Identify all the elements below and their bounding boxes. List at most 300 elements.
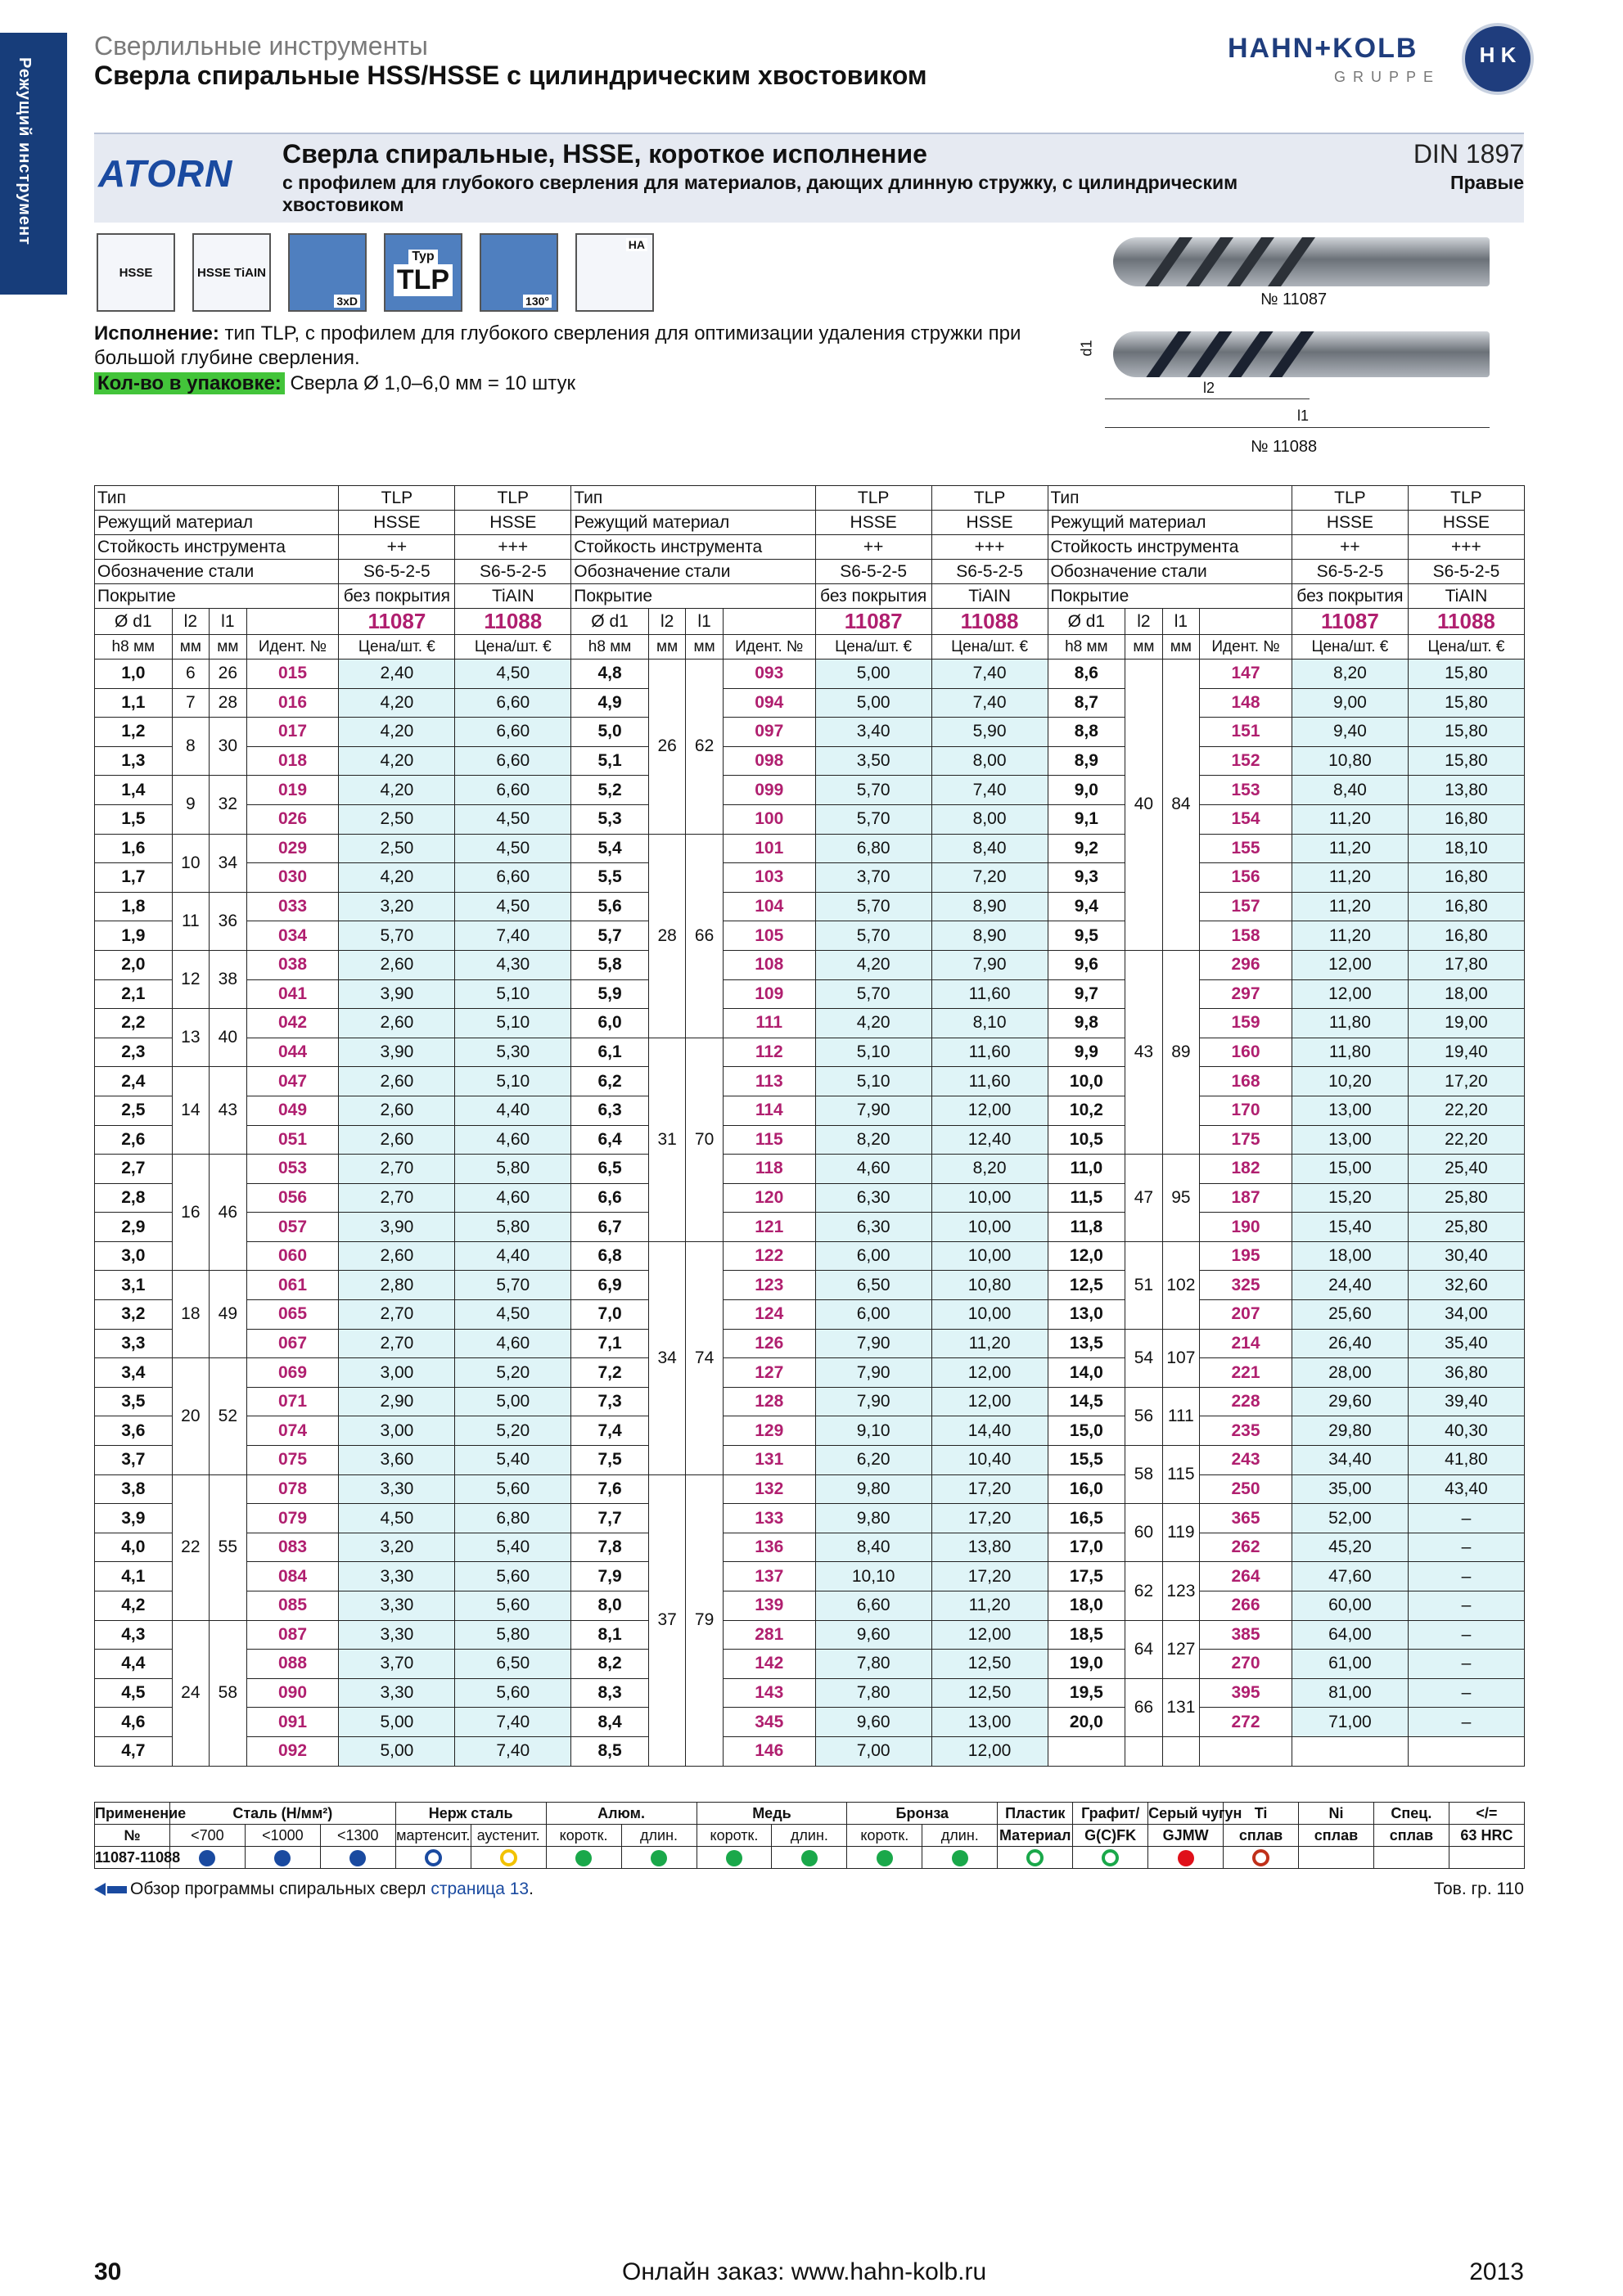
- price-11087: 3,60: [339, 1446, 455, 1475]
- diameter: 10,0: [1048, 1067, 1125, 1096]
- dim-d1-label: d1: [1078, 340, 1095, 357]
- pack-quantity: [94, 372, 575, 395]
- price-11088: 12,00: [931, 1736, 1048, 1766]
- suitability-dot-icon: [877, 1850, 893, 1866]
- price-11088: 32,60: [1408, 1271, 1524, 1300]
- price-11088: 16,80: [1408, 863, 1524, 893]
- icon-tag: 130°: [523, 295, 552, 308]
- length-l2: 40: [1125, 660, 1162, 951]
- icon-label: TLP: [394, 264, 453, 296]
- price-11087: 2,60: [339, 950, 455, 979]
- ident-number: 049: [246, 1096, 339, 1125]
- app-range: 11087-11088: [95, 1847, 170, 1869]
- diameter: 3,5: [95, 1387, 173, 1416]
- price-11087: 9,80: [815, 1504, 931, 1533]
- diameter: 15,5: [1048, 1446, 1125, 1475]
- price-11088: 4,60: [455, 1183, 571, 1213]
- table-row: [95, 1650, 1525, 1679]
- overview-text: Обзор программы спиральных сверл: [130, 1880, 431, 1898]
- column-header: Ø d1: [1048, 609, 1125, 635]
- page-number: 30: [94, 2258, 122, 2285]
- ident-number: 155: [1200, 834, 1292, 863]
- price-11087: 2,70: [339, 1300, 455, 1330]
- diameter: 2,4: [95, 1067, 173, 1096]
- diameter: 8,9: [1048, 746, 1125, 776]
- spec-label: Тип: [1048, 486, 1292, 511]
- diameter: 8,3: [571, 1678, 649, 1708]
- diameter: 5,5: [571, 863, 649, 893]
- price-11088: 13,00: [931, 1708, 1048, 1737]
- spec-label: Стойкость инструмента: [571, 535, 815, 560]
- diameter: 1,4: [95, 776, 173, 805]
- dim-l2-line: [1105, 398, 1310, 399]
- table-row: [95, 1533, 1525, 1562]
- ident-number: 034: [246, 921, 339, 951]
- product-group: Тов. гр. 110: [1433, 1880, 1524, 1898]
- length-l2: 28: [648, 834, 685, 1038]
- price-11088: 12,50: [931, 1678, 1048, 1708]
- price-11088: 40,30: [1408, 1416, 1524, 1446]
- price-11088: 6,60: [455, 863, 571, 893]
- diameter: 9,9: [1048, 1038, 1125, 1067]
- spec-label: Тип: [95, 486, 339, 511]
- diameter: 11,5: [1048, 1183, 1125, 1213]
- ident-number: 137: [723, 1562, 815, 1591]
- diameter: 9,2: [1048, 834, 1125, 863]
- ident-number: 325: [1200, 1271, 1292, 1300]
- diameter: 8,6: [1048, 660, 1125, 689]
- price-11088: 4,50: [455, 804, 571, 834]
- product-title: Сверла спиральные, HSSE, короткое исполнение: [282, 139, 927, 169]
- price-11087: 6,00: [815, 1241, 931, 1271]
- table-row: [95, 1620, 1525, 1650]
- length-l2: 47: [1125, 1155, 1162, 1242]
- app-group-header: Медь: [697, 1803, 847, 1825]
- description-body: тип TLP, с профилем для глубокого сверления для оптимизации удаления стружки при большой глубине сверления.: [94, 322, 1021, 369]
- price-11087: 2,80: [339, 1271, 455, 1300]
- price-11087: 4,20: [815, 1009, 931, 1038]
- price-11088: 8,20: [931, 1155, 1048, 1184]
- header-category: Сверлильные инструменты: [94, 31, 428, 61]
- table-row: [95, 1155, 1525, 1184]
- table-row: [95, 1067, 1525, 1096]
- diameter: 12,5: [1048, 1271, 1125, 1300]
- ident-number: 131: [723, 1446, 815, 1475]
- diameter: 13,0: [1048, 1300, 1125, 1330]
- price-11087: 4,50: [339, 1504, 455, 1533]
- app-sub-header: сплав: [1373, 1825, 1449, 1847]
- price-11088: 11,60: [931, 979, 1048, 1009]
- price-11088: 5,30: [455, 1038, 571, 1067]
- column-header: l1: [210, 609, 246, 635]
- diameter: 6,2: [571, 1067, 649, 1096]
- diameter: 1,2: [95, 718, 173, 747]
- price-11088: 5,10: [455, 1009, 571, 1038]
- price-11087: 10,10: [815, 1562, 931, 1591]
- ident-number: 365: [1200, 1504, 1292, 1533]
- ident-number: 270: [1200, 1650, 1292, 1679]
- price-11088: 13,80: [1408, 776, 1524, 805]
- length-l2: 11: [172, 892, 209, 950]
- ident-number: 057: [246, 1213, 339, 1242]
- ident-number: 157: [1200, 892, 1292, 921]
- column-header: [723, 609, 815, 635]
- pack-text: Сверла Ø 1,0–6,0 мм = 10 штук: [284, 372, 575, 394]
- table-row: [95, 1474, 1525, 1504]
- icon-tag: Typ: [408, 250, 437, 264]
- diameter: 4,2: [95, 1591, 173, 1621]
- spec-value: S6-5-2-5: [815, 560, 931, 584]
- table-row: [95, 1241, 1525, 1271]
- diameter: 2,1: [95, 979, 173, 1009]
- price-11087: 6,30: [815, 1183, 931, 1213]
- price-11087: 3,90: [339, 1038, 455, 1067]
- price-11088: 5,80: [455, 1620, 571, 1650]
- ident-number: 195: [1200, 1241, 1292, 1271]
- ident-number: 093: [723, 660, 815, 689]
- length-l1: 46: [210, 1155, 246, 1271]
- ident-number: 029: [246, 834, 339, 863]
- spec-label: Режущий материал: [95, 511, 339, 535]
- ident-number: 190: [1200, 1213, 1292, 1242]
- app-sub-header: G(C)FK: [1073, 1825, 1148, 1847]
- spec-value: TLP: [455, 486, 571, 511]
- app-header-row: [95, 1803, 1525, 1825]
- dim-l2-label: l2: [1203, 380, 1215, 396]
- spec-value: S6-5-2-5: [455, 560, 571, 584]
- price-11087: 4,20: [339, 863, 455, 893]
- price-11088: –: [1408, 1650, 1524, 1679]
- app-sub-header: <1000: [245, 1825, 320, 1847]
- ident-number: 296: [1200, 950, 1292, 979]
- spec-value: HSSE: [931, 511, 1048, 535]
- price-11087: 3,00: [339, 1358, 455, 1388]
- side-tab-label: Режущий инструмент: [16, 57, 34, 245]
- app-dot-cell: [1299, 1847, 1374, 1869]
- price-11088: 5,20: [455, 1416, 571, 1446]
- app-group-header: Алюм.: [546, 1803, 697, 1825]
- price-11088: 25,80: [1408, 1183, 1524, 1213]
- diameter: 5,3: [571, 804, 649, 834]
- diameter: 3,7: [95, 1446, 173, 1475]
- ident-number: 129: [723, 1416, 815, 1446]
- column-header: [1200, 609, 1292, 635]
- app-sub-header: <700: [169, 1825, 245, 1847]
- ident-number: 115: [723, 1125, 815, 1155]
- diameter: 18,5: [1048, 1620, 1125, 1650]
- length-l2: 37: [648, 1474, 685, 1766]
- price-11088: 4,60: [455, 1125, 571, 1155]
- price-11088: –: [1408, 1504, 1524, 1533]
- ident-number: 084: [246, 1562, 339, 1591]
- price-11088: 43,40: [1408, 1474, 1524, 1504]
- diameter: 6,0: [571, 1009, 649, 1038]
- price-11087: 9,10: [815, 1416, 931, 1446]
- overview-link[interactable]: страница 13: [431, 1880, 530, 1898]
- price-11087: 11,80: [1292, 1009, 1408, 1038]
- diameter: 3,6: [95, 1416, 173, 1446]
- price-11087: 3,70: [339, 1650, 455, 1679]
- diameter: 15,0: [1048, 1416, 1125, 1446]
- price-11087: 24,40: [1292, 1271, 1408, 1300]
- icon-tag: HA: [626, 238, 647, 251]
- diameter: 9,8: [1048, 1009, 1125, 1038]
- ident-number: 235: [1200, 1416, 1292, 1446]
- price-11088: 25,80: [1408, 1213, 1524, 1242]
- ident-number: 041: [246, 979, 339, 1009]
- type-tlp-icon: [384, 233, 462, 312]
- table-row: [95, 1096, 1525, 1125]
- price-11087: 4,20: [339, 776, 455, 805]
- diameter: 3,1: [95, 1271, 173, 1300]
- suitability-dot-icon: [1026, 1849, 1044, 1866]
- ident-number: 345: [723, 1708, 815, 1737]
- suitability-dot-icon: [199, 1850, 215, 1866]
- price-11088: 4,30: [455, 950, 571, 979]
- table-row: [95, 950, 1525, 979]
- spec-value: ++: [1292, 535, 1408, 560]
- app-dot-cell: [1148, 1847, 1224, 1869]
- app-sub-header: 63 HRC: [1449, 1825, 1524, 1847]
- price-11087: 10,80: [1292, 746, 1408, 776]
- column-header: l1: [686, 609, 723, 635]
- price-11087: 5,00: [815, 688, 931, 718]
- diameter: 3,9: [95, 1504, 173, 1533]
- price-11088: 15,80: [1408, 718, 1524, 747]
- price-11088: 8,00: [931, 746, 1048, 776]
- length-l1: 70: [686, 1038, 723, 1241]
- price-11088: 5,00: [455, 1387, 571, 1416]
- ident-number: 152: [1200, 746, 1292, 776]
- diameter: 1,6: [95, 834, 173, 863]
- price-11087: 71,00: [1292, 1708, 1408, 1737]
- price-11087: 7,90: [815, 1329, 931, 1358]
- price-11087: 3,30: [339, 1562, 455, 1591]
- diameter: 9,5: [1048, 921, 1125, 951]
- suitability-dot-icon: [349, 1850, 366, 1866]
- ident-number: 114: [723, 1096, 815, 1125]
- ident-number: 118: [723, 1155, 815, 1184]
- price-11088: 8,90: [931, 892, 1048, 921]
- unit-header: h8 мм: [571, 635, 649, 660]
- diameter: 19,0: [1048, 1650, 1125, 1679]
- app-dot-cell: [1449, 1847, 1524, 1869]
- din-standard: DIN 1897: [1413, 139, 1524, 169]
- price-11087: 2,50: [339, 804, 455, 834]
- ident-number: 074: [246, 1416, 339, 1446]
- table-row: [95, 892, 1525, 921]
- app-sub-row: [95, 1825, 1525, 1847]
- table-row: [95, 1183, 1525, 1213]
- unit-header: мм: [686, 635, 723, 660]
- price-11087: 9,60: [815, 1620, 931, 1650]
- length-l2: 66: [1125, 1678, 1162, 1736]
- app-sub-header: коротк.: [546, 1825, 621, 1847]
- diameter: 18,0: [1048, 1591, 1125, 1621]
- app-group-header: Ti: [1224, 1803, 1299, 1825]
- price-11087: 9,60: [815, 1708, 931, 1737]
- length-l2: 13: [172, 1009, 209, 1067]
- length-l1: 32: [210, 776, 246, 834]
- length-l1: 55: [210, 1474, 246, 1620]
- suitability-dot-icon: [1252, 1849, 1269, 1866]
- app-group-header: Бронза: [847, 1803, 998, 1825]
- ident-number: 281: [723, 1620, 815, 1650]
- ident-number: 264: [1200, 1562, 1292, 1591]
- price-11087: 35,00: [1292, 1474, 1408, 1504]
- price-11088: 11,20: [931, 1329, 1048, 1358]
- ident-number: 147: [1200, 660, 1292, 689]
- diameter: 8,0: [571, 1591, 649, 1621]
- price-11088: –: [1408, 1708, 1524, 1737]
- spec-value: TiAIN: [455, 584, 571, 609]
- price-11087: 5,70: [339, 921, 455, 951]
- online-order[interactable]: Онлайн заказ: www.hahn-kolb.ru: [622, 2258, 987, 2285]
- price-11087: 5,70: [815, 979, 931, 1009]
- length-l2: 10: [172, 834, 209, 892]
- price-11087: 6,30: [815, 1213, 931, 1242]
- diameter: 9,7: [1048, 979, 1125, 1009]
- spec-value: HSSE: [815, 511, 931, 535]
- ident-number: 087: [246, 1620, 339, 1650]
- price-11087: 5,70: [815, 921, 931, 951]
- price-11087: 3,30: [339, 1591, 455, 1621]
- price-11087: 3,30: [339, 1474, 455, 1504]
- spec-value: +++: [1408, 535, 1524, 560]
- length-l1: 43: [210, 1067, 246, 1155]
- price-11087: 4,20: [339, 746, 455, 776]
- price-11087: 5,00: [815, 660, 931, 689]
- price-11088: 6,80: [455, 1504, 571, 1533]
- price-11087: 13,00: [1292, 1125, 1408, 1155]
- diameter: 14,5: [1048, 1387, 1125, 1416]
- diameter: 2,6: [95, 1125, 173, 1155]
- ident-number: 142: [723, 1650, 815, 1679]
- app-group-header: Серый чугун: [1148, 1803, 1224, 1825]
- diameter: 8,5: [571, 1736, 649, 1766]
- column-header: [246, 609, 339, 635]
- app-dot-cell: [1073, 1847, 1148, 1869]
- ident-number: 154: [1200, 804, 1292, 834]
- price-11087: 3,30: [339, 1620, 455, 1650]
- suitability-dot-icon: [1178, 1850, 1194, 1866]
- spec-value: TLP: [931, 486, 1048, 511]
- diameter: 6,3: [571, 1096, 649, 1125]
- price-11087: 7,90: [815, 1096, 931, 1125]
- length-l2: 51: [1125, 1241, 1162, 1329]
- ident-number: 385: [1200, 1620, 1292, 1650]
- length-l2: 26: [648, 660, 685, 835]
- arrow-left-icon: [94, 1883, 106, 1896]
- diameter: 9,4: [1048, 892, 1125, 921]
- app-dots-row: [95, 1847, 1525, 1869]
- price-11087: 2,60: [339, 1096, 455, 1125]
- spec-label: Покрытие: [1048, 584, 1292, 609]
- price-11087: 3,90: [339, 1213, 455, 1242]
- app-dot-cell: [998, 1847, 1073, 1869]
- unit-header: мм: [648, 635, 685, 660]
- length-l1: 89: [1162, 950, 1199, 1154]
- article-number: 11087: [815, 609, 931, 635]
- spec-label: Обозначение стали: [1048, 560, 1292, 584]
- price-11087: 8,20: [815, 1125, 931, 1155]
- price-11087: 11,20: [1292, 892, 1408, 921]
- ident-number: 132: [723, 1474, 815, 1504]
- diameter: 5,0: [571, 718, 649, 747]
- price-11088: 12,00: [931, 1096, 1048, 1125]
- price-11088: 11,60: [931, 1067, 1048, 1096]
- spec-row: [95, 486, 1525, 511]
- price-11087: 13,00: [1292, 1096, 1408, 1125]
- ident-number: 038: [246, 950, 339, 979]
- spec-label: Тип: [571, 486, 815, 511]
- price-11087: 5,00: [339, 1708, 455, 1737]
- spec-row: [95, 511, 1525, 535]
- table-row: [95, 979, 1525, 1009]
- description-text: [94, 322, 1060, 371]
- length-l2: 56: [1125, 1387, 1162, 1445]
- depth-3xd-icon: [288, 233, 367, 312]
- price-11087: 5,70: [815, 776, 931, 805]
- unit-header: Цена/шт. €: [815, 635, 931, 660]
- ident-number: 153: [1200, 776, 1292, 805]
- ident-number: 088: [246, 1650, 339, 1679]
- price-11087: 11,20: [1292, 921, 1408, 951]
- diameter: 4,8: [571, 660, 649, 689]
- price-11088: 17,20: [931, 1474, 1048, 1504]
- price-11088: 8,00: [931, 804, 1048, 834]
- diameter: 8,1: [571, 1620, 649, 1650]
- price-11088: 16,80: [1408, 804, 1524, 834]
- spec-label: Режущий материал: [1048, 511, 1292, 535]
- length-l2: 43: [1125, 950, 1162, 1154]
- table-row: [95, 1446, 1525, 1475]
- ident-number: 085: [246, 1591, 339, 1621]
- diameter: 3,8: [95, 1474, 173, 1504]
- ident-number: 108: [723, 950, 815, 979]
- header-title: Сверла спиральные HSS/HSSE с цилиндрическим хвостовиком: [94, 61, 927, 90]
- price-11087: 5,10: [815, 1038, 931, 1067]
- diameter: 9,6: [1048, 950, 1125, 979]
- price-11088: 35,40: [1408, 1329, 1524, 1358]
- price-11088: 10,00: [931, 1213, 1048, 1242]
- diameter: 6,7: [571, 1213, 649, 1242]
- diameter: 10,2: [1048, 1096, 1125, 1125]
- spec-value: S6-5-2-5: [339, 560, 455, 584]
- unit-header: Идент. №: [1200, 635, 1292, 660]
- unit-header: Цена/шт. €: [931, 635, 1048, 660]
- price-11087: 9,00: [1292, 688, 1408, 718]
- price-11088: 30,40: [1408, 1241, 1524, 1271]
- suitability-dot-icon: [500, 1849, 517, 1866]
- price-11088: 7,40: [455, 921, 571, 951]
- ident-number: 158: [1200, 921, 1292, 951]
- price-11087: 12,00: [1292, 979, 1408, 1009]
- price-11087: 2,40: [339, 660, 455, 689]
- price-11088: 5,60: [455, 1591, 571, 1621]
- app-dot-cell: [922, 1847, 998, 1869]
- ident-number: 015: [246, 660, 339, 689]
- price-11087: 8,40: [815, 1533, 931, 1562]
- ident-number: 101: [723, 834, 815, 863]
- direction-label: Правые: [1450, 172, 1524, 193]
- spec-value: без покрытия: [815, 584, 931, 609]
- spec-row: [95, 560, 1525, 584]
- price-11087: 8,40: [1292, 776, 1408, 805]
- price-11087: 9,80: [815, 1474, 931, 1504]
- point-angle-icon: [480, 233, 558, 312]
- price-11088: 6,50: [455, 1650, 571, 1679]
